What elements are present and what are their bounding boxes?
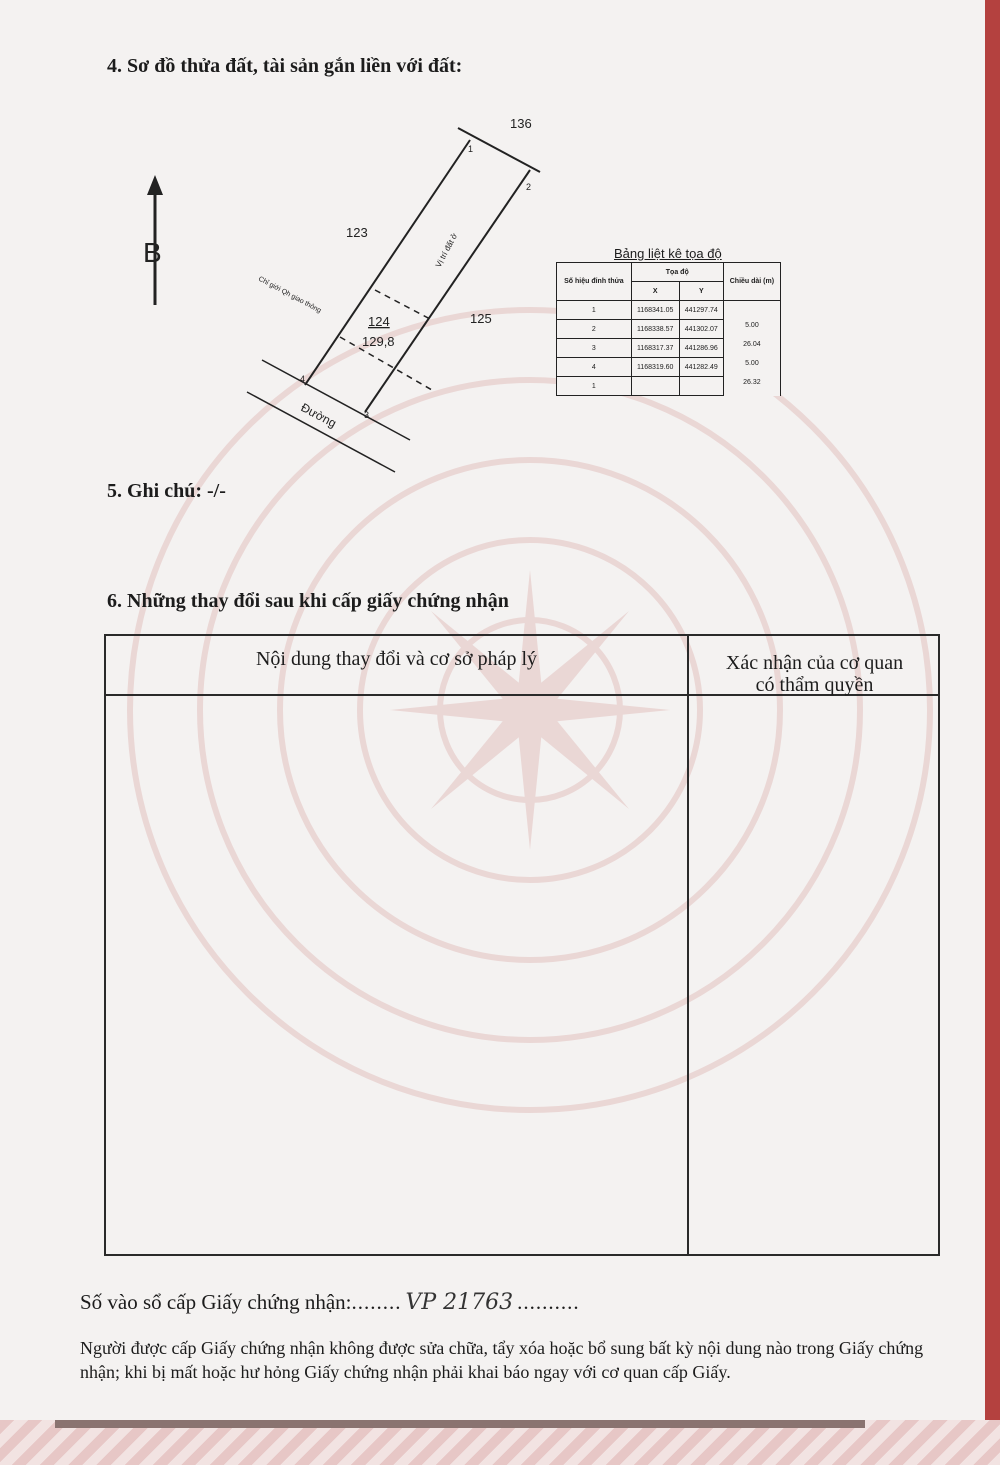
registration-label: Số vào sổ cấp Giấy chứng nhận: — [80, 1290, 352, 1314]
parcel-123: 123 — [346, 225, 368, 240]
length-value: 5.00 — [723, 320, 780, 339]
table-row: 2 1168338.57 441302.07 5.00 — [557, 320, 781, 339]
length-value: 26.04 — [723, 339, 780, 358]
registration-number: VP 21763 — [405, 1290, 514, 1315]
parcel-124-outline — [305, 128, 540, 412]
table-row: 4 1168319.60 441282.49 5.00 — [557, 358, 781, 377]
section-6-title: 6. Những thay đổi sau khi cấp giấy chứng nhận — [107, 590, 509, 612]
header-point: Số hiệu đỉnh thửa — [557, 263, 632, 301]
section-4-title: 4. Sơ đồ thửa đất, tài sản gắn liền với đất: — [107, 55, 463, 77]
vertex-1: 1 — [468, 144, 474, 154]
table-row: 1 1168341.05 441297.74 — [557, 301, 781, 320]
boundary-label: Chỉ giới Qh giao thông — [257, 275, 323, 315]
north-label: B — [143, 237, 162, 268]
changes-table — [104, 634, 940, 1256]
length-value: 26.32 — [723, 377, 780, 396]
changes-col-content: Nội dung thay đổi và cơ sở pháp lý — [255, 648, 538, 670]
parcel-map — [0, 100, 560, 490]
header-y: Y — [679, 282, 723, 301]
parcel-number: 124 — [368, 314, 390, 329]
parcel-136: 136 — [510, 116, 532, 131]
vertex-3: 3 — [364, 410, 370, 420]
parcel-125: 125 — [470, 311, 492, 326]
header-coords: Tọa độ — [631, 263, 723, 282]
certificate-note: Người được cấp Giấy chứng nhận không được sửa chữa, tẩy xóa hoặc bổ sung bất kỳ nội dung nào trong Giấy chứng nhận; khi bị mất hoặc hư hỏng Giấy chứng nhận phải khai báo ngay với cơ quan cấp Giấy. — [80, 1338, 924, 1382]
header-x: X — [631, 282, 679, 301]
land-label: Vị trí đất ở — [433, 231, 460, 269]
length-value: 5.00 — [723, 358, 780, 377]
next-page-edge — [0, 1420, 1000, 1465]
vertex-4: 4 — [300, 374, 306, 384]
header-length: Chiều dài (m) — [723, 263, 780, 301]
table-row: 1 26.32 — [557, 377, 781, 396]
registration-line: Số vào sổ cấp Giấy chứng nhận:........ VP 21763 .......... — [80, 1290, 580, 1315]
coord-table-title: Bảng liệt kê tọa độ — [614, 246, 722, 261]
parcel-area: 129,8 — [362, 334, 395, 349]
coordinate-table — [556, 262, 781, 396]
page-edge — [985, 0, 1000, 1465]
vertex-2: 2 — [526, 182, 532, 192]
changes-col-confirmation: Xác nhận của cơ quan có thẩm quyền — [725, 652, 904, 696]
section-5-title: 5. Ghi chú: -/- — [107, 480, 226, 502]
road-label: Đường — [298, 400, 339, 431]
table-row: 3 1168317.37 441286.96 26.04 — [557, 339, 781, 358]
